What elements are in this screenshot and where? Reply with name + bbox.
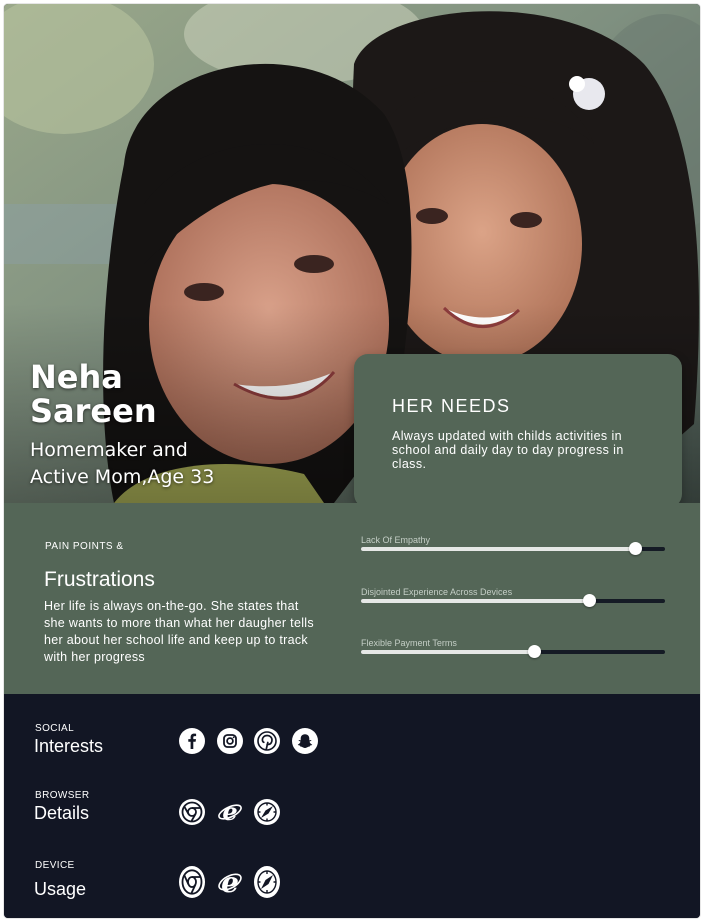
slider-track[interactable] [361, 547, 665, 551]
device-label: DEVICE [35, 860, 75, 871]
pain-points-title: Frustrations [44, 568, 155, 591]
slider-knob[interactable] [629, 542, 642, 555]
chrome-icon[interactable] [179, 866, 205, 898]
needs-title: HER NEEDS [392, 396, 511, 416]
pain-points-text: Her life is always on-the-go. She states that she wants to more than what her daugher tells her about her school life and keep up to track with her progress [44, 599, 314, 664]
facebook-icon[interactable] [179, 728, 205, 754]
hero-photo [4, 4, 700, 503]
slider-fill [361, 650, 534, 654]
safari-icon[interactable] [254, 799, 280, 825]
slider-track[interactable] [361, 599, 665, 603]
persona-card [4, 4, 700, 918]
safari-icon[interactable] [254, 866, 280, 898]
slider-knob[interactable] [583, 594, 596, 607]
slider-lack-of-empathy[interactable] [361, 535, 665, 551]
slider-label: Lack Of Empathy [361, 535, 431, 545]
social-title: Interests [34, 736, 104, 756]
internet-explorer-icon[interactable] [217, 799, 243, 825]
slider-label: Flexible Payment Terms [361, 638, 457, 648]
slider-label: Disjointed Experience Across Devices [361, 587, 513, 597]
pinterest-icon[interactable] [254, 728, 280, 754]
social-label: SOCIAL [35, 723, 75, 734]
slider-fill [361, 599, 589, 603]
chrome-icon[interactable] [179, 799, 205, 825]
slider-flexible-payment[interactable] [361, 638, 665, 654]
slider-disjointed-experience[interactable] [361, 587, 665, 603]
browser-title: Details [34, 803, 90, 823]
needs-text: Always updated with childs activities in school and daily day to day progress in class. [392, 429, 624, 471]
needs-card [354, 354, 682, 503]
persona-role: Homemaker and Active Mom,Age 33 [30, 439, 215, 488]
pain-points-section [4, 503, 700, 694]
pain-points-label: PAIN POINTS & [45, 541, 124, 552]
details-section [4, 694, 700, 918]
internet-explorer-icon[interactable] [217, 866, 243, 898]
browser-label: BROWSER [35, 790, 90, 801]
instagram-icon[interactable] [217, 728, 243, 754]
device-title: Usage [34, 879, 87, 899]
persona-name: Neha Sareen [30, 358, 157, 430]
svg-text:e: e [222, 799, 238, 825]
snapchat-icon[interactable] [292, 728, 318, 754]
svg-text:e: e [221, 866, 239, 898]
slider-track[interactable] [361, 650, 665, 654]
slider-fill [361, 547, 635, 551]
